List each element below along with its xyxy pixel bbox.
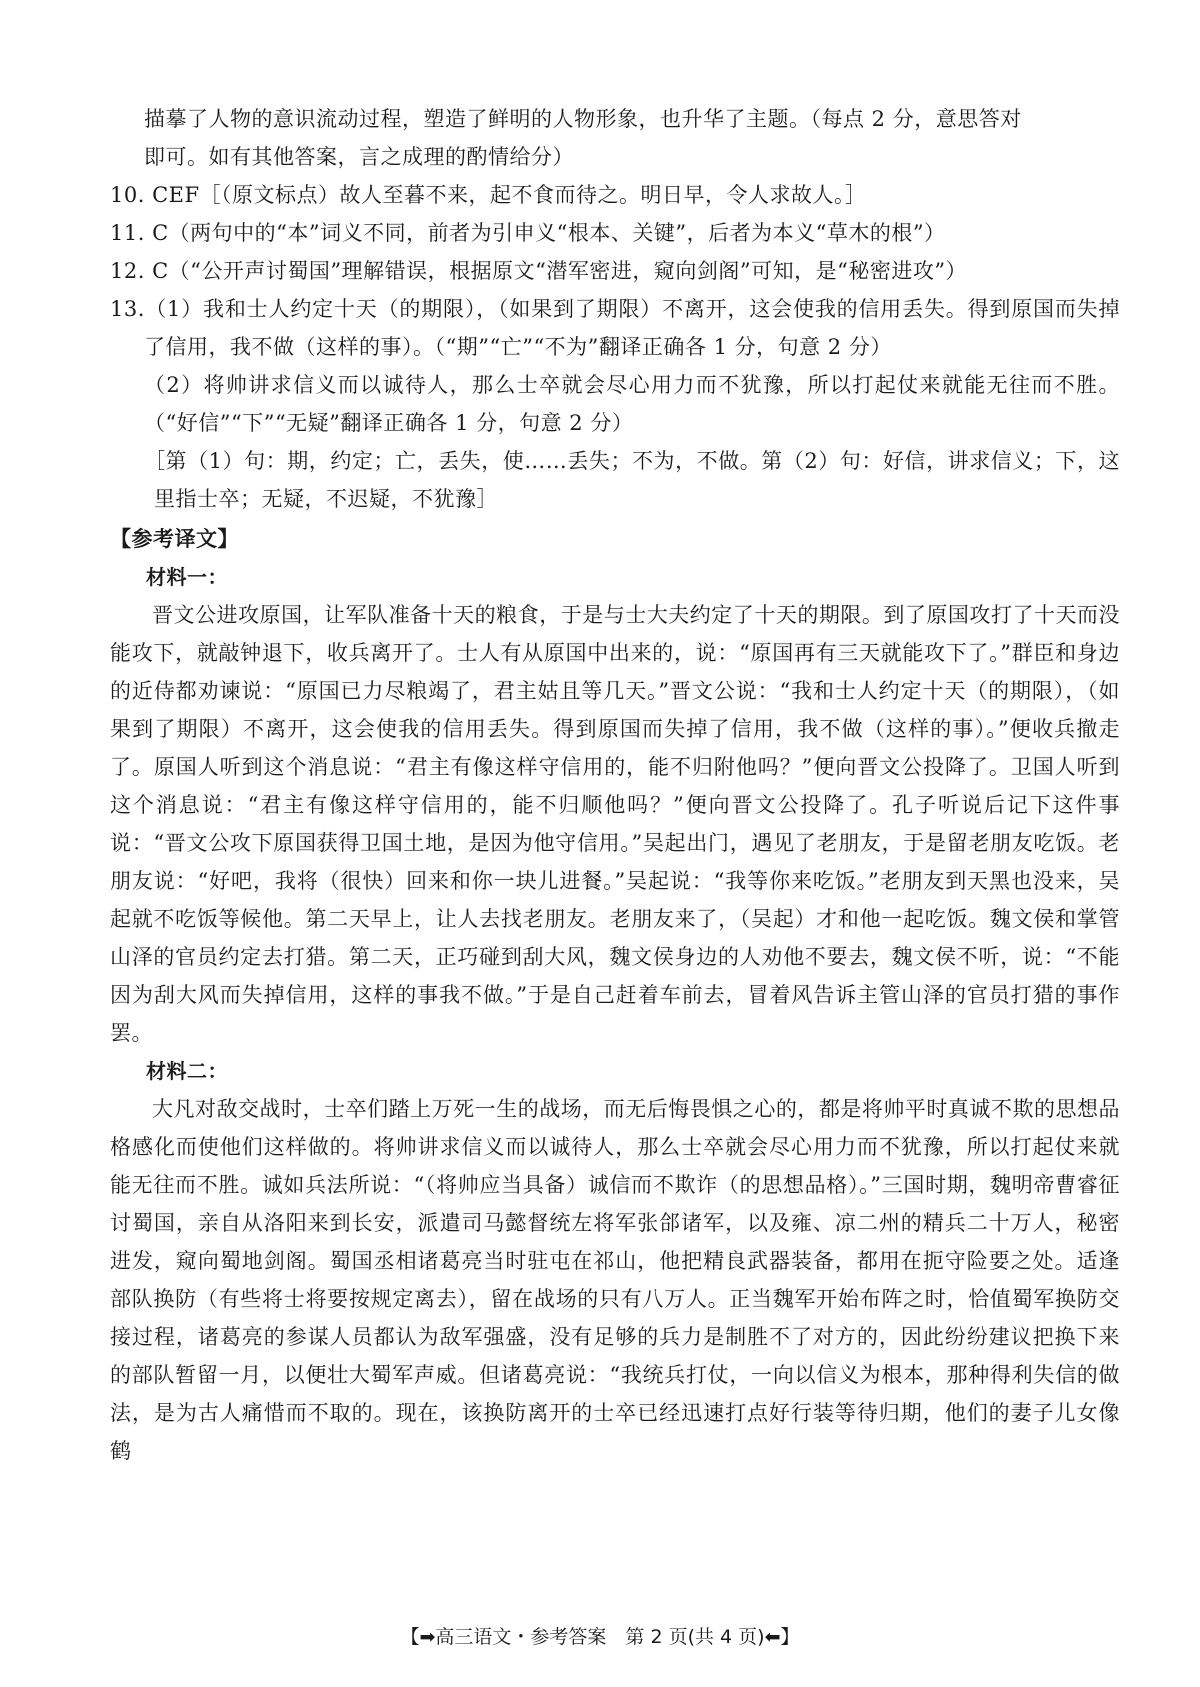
material2-text: 大凡对敌交战时，士卒们踏上万死一生的战场，而无后悔畏惧之心的，都是将帅平时真诚不欺的思想品格感化而使他们这样做的。将帅讲求信义而以诚待人，那么士卒就会尽心用力而不犹豫，所以打起仗来就能无往而不胜。诚如兵法所说：“（将帅应当具备）诚信而不欺诈（的思想品格）。”三国时期，魏明帝曹睿征讨蜀国，亲自从洛阳来到长安，派遣司马懿督统左将军张郃诸军，以及雍、凉二州的精兵二十万人，秘密进发，窥向蜀地剑阁。蜀国丞相诸葛亮当时驻屯在祁山，他把精良武器装备，都用在扼守险要之处。适逢部队换防（有些将士将要按规定离去），留在战场的只有八万人。正当魏军开始布阵之时，恰值蜀军换防交接过程，诸葛亮的参谋人员都认为敌军强盛，没有足够的兵力是制胜不了对方的，因此纷纷建议把换下来的部队暂留一月，以便壮大蜀军声威。但诸葛亮说：“我统兵打仗，一向以信义为根本，那种得利失信的做法，是为古人痛惜而不取的。现在，该换防离开的士卒已经迅速打点好行装等待归期，他们的妻子儿女像鹤 xyxy=(110,1097,1120,1463)
reference-translation-heading: 【参考译文】 xyxy=(110,527,239,551)
q9-answer-continuation-1: 描摹了人物的意识流动过程，塑造了鲜明的人物形象，也升华了主题。（每点 2 分，意思答对 xyxy=(144,107,1022,131)
material1-title: 材料一： xyxy=(146,565,228,589)
page-content xyxy=(110,100,1120,1470)
q13-answer-part2: （2）将帅讲求信义而以诚待人，那么士卒就会尽心用力而不犹豫，所以打起仗来就能无往而不胜。（“好信”“下”“无疑”翻译正确各 1 分，句意 2 分） xyxy=(144,373,1120,435)
q9-answer-continuation-2: 即可。如有其他答案，言之成理的酌情给分） xyxy=(144,145,574,169)
q11-answer: 11. C（两句中的“本”词义不同，前者为引申义“根本、关键”，后者为本义“草木的根”） xyxy=(110,221,946,245)
material1-text: 晋文公进攻原国，让军队准备十天的粮食，于是与士大夫约定了十天的期限。到了原国攻打了十天而没能攻下，就敲钟退下，收兵离开了。士人有从原国中出来的，说：“原国再有三天就能攻下了。”群臣和身边的近侍都劝谏说：“原国已力尽粮竭了，君主姑且等几天。”晋文公说：“我和士人约定十天（的期限），（如果到了期限）不离开，这会使我的信用丢失。得到原国而失掉了信用，我不做（这样的事）。”便收兵撤走了。原国人听到这个消息说：“君主有像这样守信用的，能不归附他吗？”便向晋文公投降了。卫国人听到这个消息说：“君主有像这样守信用的，能不归顺他吗？”便向晋文公投降了。孔子听说后记下这件事说：“晋文公攻下原国获得卫国土地，是因为他守信用。”吴起出门，遇见了老朋友，于是留老朋友吃饭。老朋友说：“好吧，我将（很快）回来和你一块儿进餐。”吴起说：“我等你来吃饭。”老朋友到天黑也没来，吴起就不吃饭等候他。第二天早上，让人去找老朋友。老朋友来了，（吴起）才和他一起吃饭。魏文侯和掌管山泽的官员约定去打猎。第二天，正巧碰到刮大风，魏文侯身边的人劝他不要去，魏文侯不听，说：“不能因为刮大风而失掉信用，这样的事我不做。”于是自己赶着车前去，冒着风告诉主管山泽的官员打猎的事作罢。 xyxy=(110,603,1120,1045)
q10-answer: 10. CEF［（原文标点）故人至暮不来，起不食而待之。明日早，令人求故人。］ xyxy=(110,183,867,207)
q13-answer-notes: ［第（1）句：期，约定；亡，丢失，使……丢失；不为，不做。第（2）句：好信，讲求信义；下，这里指士卒；无疑，不迟疑，不犹豫］ xyxy=(144,449,1120,511)
q12-answer: 12. C（“公开声讨蜀国”理解错误，根据原文“潜军密进，窥向剑阁”可知，是“秘密进攻”） xyxy=(110,259,968,283)
material2-title: 材料二： xyxy=(146,1059,228,1083)
q13-answer-part1: 13.（1）我和士人约定十天（的期限），（如果到了期限）不离开，这会使我的信用丢失。得到原国而失掉了信用，我不做（这样的事）。（“期”“亡”“不为”翻译正确各 1 分，句意 2 分） xyxy=(110,297,1120,359)
page-footer: 【➡高三语文・参考答案 第 2 页(共 4 页)⬅】 xyxy=(400,1626,800,1648)
